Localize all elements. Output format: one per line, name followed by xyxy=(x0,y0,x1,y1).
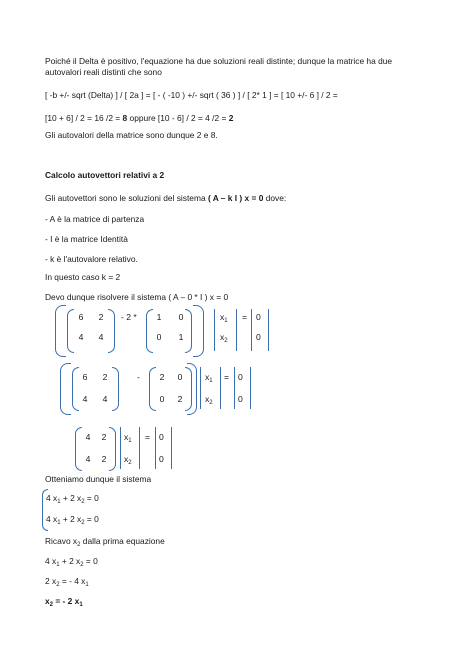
outer-left-paren xyxy=(60,363,71,415)
formula-line-1: [ -b +/- sqrt (Delta) ] / [ 2a ] = [ - ( -10 ) +/- sqrt ( 36 ) ] / [ 2* 1 ] = [ 10 +/- 6 ] / 2 = xyxy=(45,90,338,100)
system-def-post: dove: xyxy=(263,193,287,203)
obtain-line: Otteniamo dunque il sistema xyxy=(45,474,152,484)
matrix-a-right-bracket xyxy=(108,309,115,353)
vector-x-entry: $x_1$ xyxy=(205,372,213,384)
zero-entry: 0 xyxy=(159,432,164,442)
zero-vector-right-bar xyxy=(171,427,172,469)
equals-sign: = xyxy=(224,372,230,382)
vector-x-entry: $x_2$ xyxy=(220,332,228,344)
matrix-cell: 0 xyxy=(177,372,183,382)
outer-left-paren xyxy=(55,305,66,357)
system-def-pre: Gli autovettori sono le soluzioni del sistema xyxy=(45,193,208,203)
vector-x-entry: $x_1$ xyxy=(124,432,132,444)
system-equation: 4 $x_1 + 2$ $x_2 = 0$ xyxy=(46,514,99,526)
step-line: 2 $x_2$ = - 4 $x_1$ xyxy=(45,576,89,588)
operator: - 2 * xyxy=(121,312,137,322)
formula-2-val1: 8 xyxy=(122,113,128,123)
zero-entry: 0 xyxy=(256,312,261,322)
matrix-cell: 4 xyxy=(102,394,108,404)
matrix-cell: 2 xyxy=(101,432,107,442)
vector-x-right-bar xyxy=(236,309,237,351)
system-definition-line xyxy=(45,193,286,204)
matrix-cell: 0 xyxy=(178,312,184,322)
outer-right-paren xyxy=(193,305,204,357)
zero-vector-right-bar xyxy=(250,367,251,409)
vector-x-entry: $x_1$ xyxy=(220,312,228,324)
zero-vector-left-bar xyxy=(251,309,252,351)
matrix-cell: 4 xyxy=(82,394,88,404)
matrix-cell: 4 xyxy=(78,332,84,342)
matrix-cell: 2 xyxy=(102,372,108,382)
zero-entry: 0 xyxy=(238,372,243,382)
bullet-item: - A è la matrice di partenza xyxy=(45,214,145,224)
bullet-item: - k è l'autovalore relativo. xyxy=(45,254,138,264)
vector-x-left-bar xyxy=(120,427,121,469)
matrix-cell: 1 xyxy=(178,332,184,342)
formula-2-part1: [10 + 6] / 2 = 16 /2 = xyxy=(45,113,123,123)
equals-sign: = xyxy=(242,312,248,322)
section-title: Calcolo autovettori relativi a 2 xyxy=(45,170,165,180)
matrix-cell: 6 xyxy=(78,312,84,322)
system-equation: 4 $x_1 + 2$ $x_2 = 0$ xyxy=(46,493,99,505)
matrix-cell: 0 xyxy=(156,332,162,342)
ricavo-line: Ricavo $x_2$ dalla prima equazione xyxy=(45,536,165,548)
matrix-cell: 1 xyxy=(156,312,162,322)
vector-x-entry: $x_2$ xyxy=(124,454,132,466)
vector-x-entry: $x_2$ xyxy=(205,394,213,406)
vector-x-left-bar xyxy=(200,367,201,409)
bullet-item: - I è la matrice Identità xyxy=(45,234,128,244)
vector-x-left-bar xyxy=(214,309,215,351)
zero-vector-left-bar xyxy=(155,427,156,469)
matrix-right-bracket xyxy=(109,427,116,471)
matrix-cell: 4 xyxy=(98,332,104,342)
matrix-a-right-bracket xyxy=(112,367,119,411)
zero-entry: 0 xyxy=(238,394,243,404)
vector-x-right-bar xyxy=(139,427,140,469)
operator: - xyxy=(137,372,140,382)
matrix-cell: 0 xyxy=(159,394,165,404)
formula-2-part2: oppure [10 - 6] / 2 = 4 /2 = xyxy=(127,113,229,123)
eigenvalues-line: Gli autovalori della matrice sono dunque 2 e 8. xyxy=(45,130,218,140)
zero-vector-left-bar xyxy=(234,367,235,409)
matrix-i-right-bracket xyxy=(185,309,192,353)
outer-right-paren xyxy=(187,363,197,415)
step-line: 4 $x_1 + 2$ $x_2 = 0$ xyxy=(45,556,98,568)
matrix-cell: 2 xyxy=(177,394,183,404)
solve-line: Devo dunque risolvere il sistema ( A – 0 * I ) x = 0 xyxy=(45,292,229,302)
formula-2-val2: 2 xyxy=(228,113,234,123)
zero-vector-right-bar xyxy=(268,309,269,351)
intro-paragraph: Poiché il Delta è positivo, l'equazione ha due soluzioni reali distinte; dunque la matrice ha due autovalori reali distinti che sono xyxy=(45,56,393,77)
matrix-cell: 2 xyxy=(159,372,165,382)
system-def-bold: ( A – k I ) x = 0 xyxy=(207,193,264,203)
result-line: $x_2$ = - 2 $x_1$ xyxy=(45,596,83,608)
zero-entry: 0 xyxy=(159,454,164,464)
matrix-cell: 4 xyxy=(85,432,91,442)
matrix-cell: 2 xyxy=(101,454,107,464)
case-line: In questo caso k = 2 xyxy=(45,272,121,282)
matrix-cell: 6 xyxy=(82,372,88,382)
matrix-cell: 4 xyxy=(85,454,91,464)
matrix-a-left-bracket xyxy=(67,309,74,353)
matrix-cell: 2 xyxy=(98,312,104,322)
formula-line-2 xyxy=(45,113,233,124)
equals-sign: = xyxy=(145,432,151,442)
vector-x-right-bar xyxy=(220,367,221,409)
zero-entry: 0 xyxy=(256,332,261,342)
